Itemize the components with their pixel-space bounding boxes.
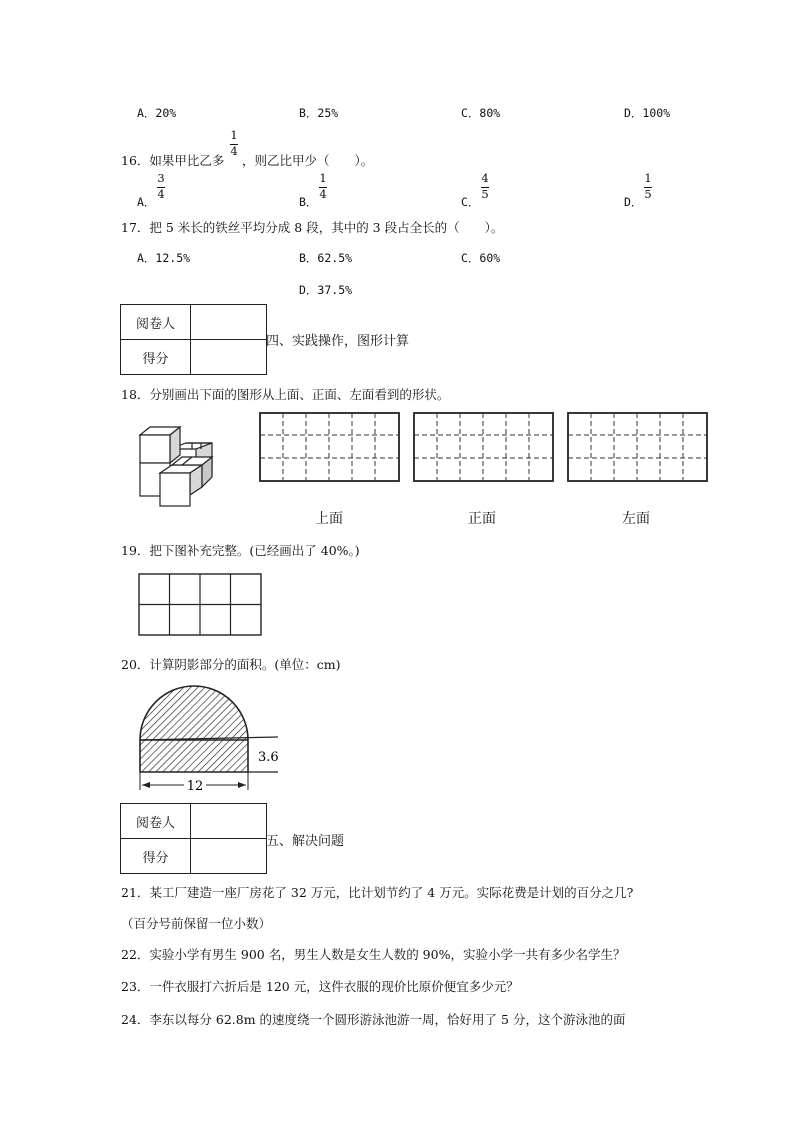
fraction-numerator: 1 [230, 128, 238, 142]
q16-suffix: ，则乙比甲少（ ）。 [242, 153, 374, 168]
reviewer-blank [191, 804, 267, 839]
q17-option-c: C．60% [461, 251, 501, 265]
q15-option-b: B．25% [299, 106, 339, 120]
dimension-width: 12 [186, 779, 204, 794]
grid-label-top: 上面 [315, 511, 343, 527]
q16-option-d-fraction [644, 173, 652, 200]
q17-option-a: A．12.5% [137, 251, 191, 265]
section5-title: 五、解决问题 [266, 834, 345, 849]
q17-option-b: B．62.5% [299, 251, 353, 265]
score-label: 得分 [121, 340, 191, 375]
q17-option-d: D．37.5% [299, 283, 353, 297]
q16-option-c-fraction [481, 173, 489, 200]
left-view-grid[interactable] [568, 413, 707, 481]
fraction-denominator: 5 [644, 186, 652, 201]
grid-label-front: 正面 [468, 511, 496, 527]
q22-text: 22．实验小学有男生 900 名，男生人数是女生人数的 90%，实验小学一共有多少名学生？ [121, 947, 626, 962]
fraction-numerator: 1 [644, 171, 652, 185]
front-view-grid[interactable] [414, 413, 553, 481]
q21-line1: 21．某工厂建造一座厂房花了 32 万元，比计划节约了 4 万元。实际花费是计划的百分之几? [121, 885, 634, 900]
q18-text: 18．分别画出下面的图形从上面、正面、左面看到的形状。 [121, 387, 450, 402]
reviewer-label: 阅卷人 [121, 804, 191, 839]
reviewer-blank [191, 305, 267, 340]
fraction-denominator: 4 [319, 186, 327, 201]
q24-text: 24．李东以每分 62.8m 的速度绕一个圆形游泳池游一周，恰好用了 5 分，这个游泳池的面 [121, 1012, 626, 1027]
q21-line2: （百分号前保留一位小数） [121, 916, 272, 931]
q16-option-c-label: C． [461, 195, 480, 209]
q16-option-b-fraction [319, 173, 327, 200]
q15-option-a: A．20% [137, 106, 177, 120]
q16-option-d-label: D． [624, 195, 643, 209]
fraction-numerator: 1 [319, 171, 327, 185]
dimension-height: 3.6 [258, 750, 279, 765]
q23-text: 23．一件衣服打六折后是 120 元，这件衣服的现价比原价便宜多少元？ [121, 979, 519, 994]
q16-option-a-fraction [157, 173, 165, 200]
cube-stack-figure [130, 415, 230, 510]
score-blank [191, 839, 267, 874]
fraction-denominator: 4 [230, 143, 238, 158]
q19-text: 19．把下图补充完整。(已经画出了 40%。) [121, 543, 360, 558]
q15-option-d: D．100% [624, 106, 671, 120]
fraction-denominator: 4 [157, 186, 165, 201]
fraction-numerator: 3 [157, 171, 165, 185]
score-table-section4 [120, 304, 267, 375]
top-view-grid[interactable] [260, 413, 399, 481]
score-label: 得分 [121, 839, 191, 874]
section4-title: 四、实践操作，图形计算 [266, 334, 410, 349]
rectangle-grid-figure[interactable] [138, 573, 264, 637]
q15-option-c: C．80% [461, 106, 501, 120]
grid-label-left: 左面 [622, 511, 650, 527]
reviewer-label: 阅卷人 [121, 305, 191, 340]
q20-text: 20．计算阴影部分的面积。(单位：cm) [121, 657, 341, 672]
shaded-semicircle-figure [130, 684, 290, 796]
fraction-denominator: 5 [481, 186, 489, 201]
q16-prefix: 16．如果甲比乙多 [121, 153, 225, 168]
q17-text: 17．把 5 米长的铁丝平均分成 8 段，其中的 3 段占全长的（ ）。 [121, 220, 504, 235]
q16-option-b-label: B． [299, 195, 318, 209]
score-table-section5 [120, 803, 267, 874]
q16-option-a-label: A． [137, 195, 156, 209]
score-blank [191, 340, 267, 375]
fraction-numerator: 4 [481, 171, 489, 185]
q16-fraction [230, 130, 238, 157]
